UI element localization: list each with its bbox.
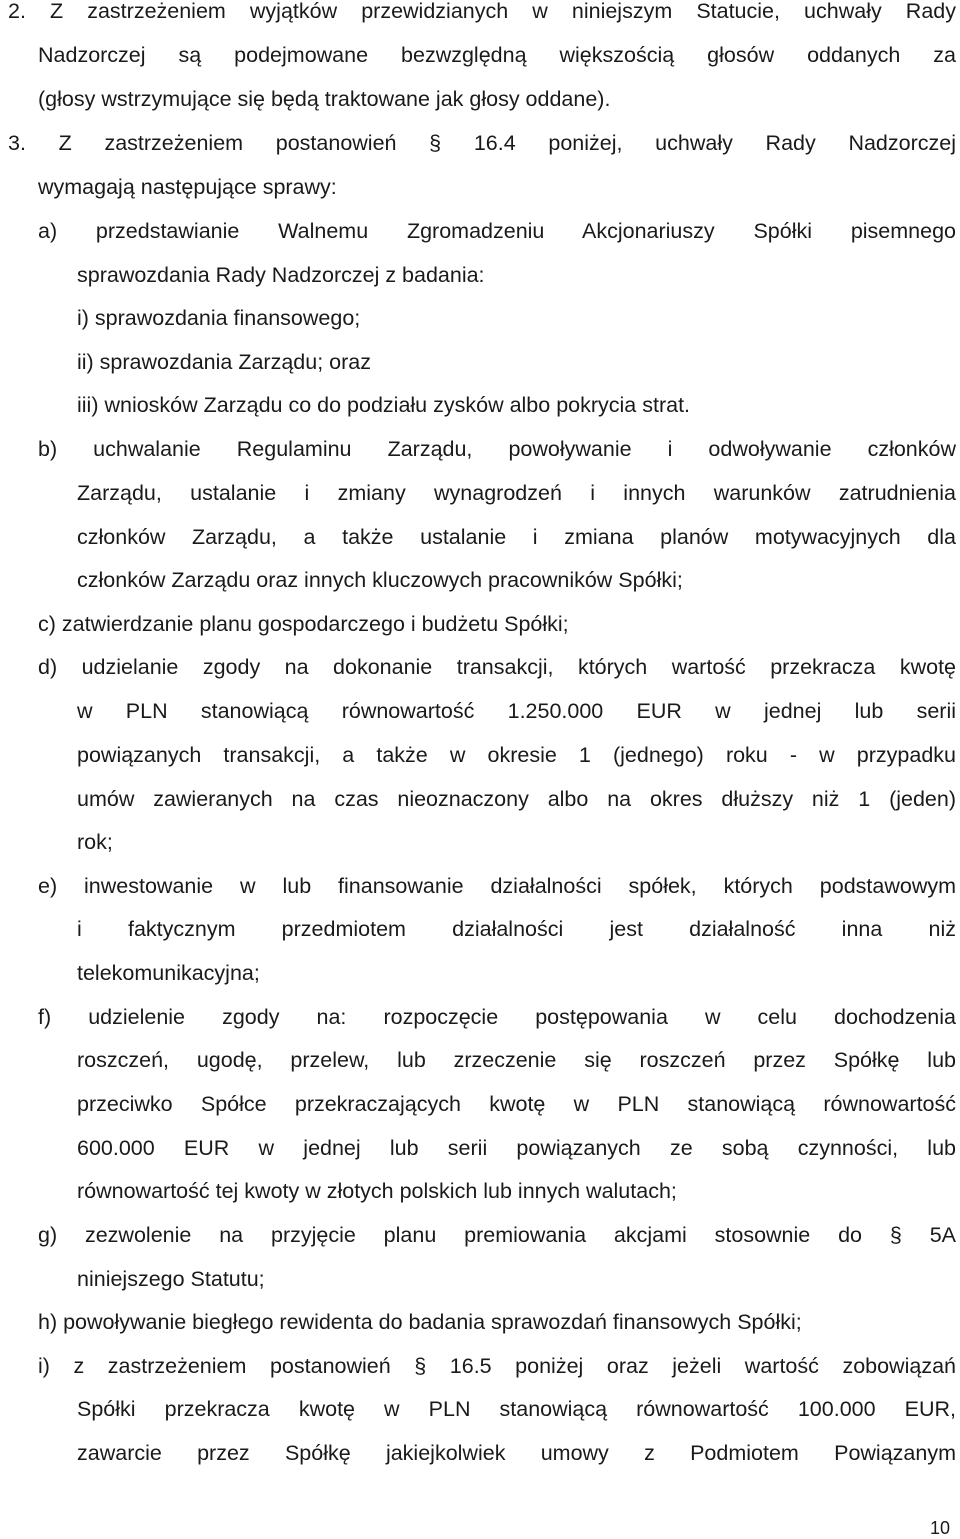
text-line: członków Zarządu, a także ustalanie i zmiana planów motywacyjnych dla [77,525,956,549]
text-line: zawarcie przez Spółkę jakiejkolwiek umowy z Podmiotem Powiązanym [77,1441,956,1465]
page-number: 10 [930,1518,951,1538]
text-line: roszczeń, ugodę, przelew, lub zrzeczenie się roszczeń przez Spółkę lub [77,1048,956,1072]
text-line: wymagają następujące sprawy: [38,175,337,199]
list-item: i) sprawozdania finansowego; [77,306,361,330]
text-line: równowartość tej kwoty w złotych polskich lub innych walutach; [77,1179,677,1203]
text-line: niniejszego Statutu; [77,1267,265,1291]
text-line: a) przedstawianie Walnemu Zgromadzeniu Akcjonariuszy Spółki pisemnego [38,219,956,243]
text-line: umów zawieranych na czas nieoznaczony albo na okres dłuższy niż 1 (jeden) [77,787,956,811]
text-line: 3. Z zastrzeżeniem postanowień § 16.4 poniżej, uchwały Rady Nadzorczej [8,131,956,155]
text-line: e) inwestowanie w lub finansowanie działalności spółek, których podstawowym [38,874,956,898]
text-line: c) zatwierdzanie planu gospodarczego i budżetu Spółki; [38,612,569,636]
text-line: sprawozdania Rady Nadzorczej z badania: [77,263,485,287]
text-line: (głosy wstrzymujące się będą traktowane jak głosy oddane). [38,87,611,111]
text-line: Zarządu, ustalanie i zmiany wynagrodzeń i innych warunków zatrudnienia [77,481,956,505]
text-line: f) udzielenie zgody na: rozpoczęcie postępowania w celu dochodzenia [38,1005,956,1029]
text-line: d) udzielanie zgody na dokonanie transakcji, których wartość przekracza kwotę [38,655,956,679]
text-line: członków Zarządu oraz innych kluczowych pracowników Spółki; [77,568,683,592]
text-line: h) powoływanie biegłego rewidenta do badania sprawozdań finansowych Spółki; [38,1310,802,1334]
text-line: 2. Z zastrzeżeniem wyjątków przewidzianych w niniejszym Statucie, uchwały Rady [8,0,956,23]
text-line: powiązanych transakcji, a także w okresie 1 (jednego) roku - w przypadku [77,743,956,767]
text-line: przeciwko Spółce przekraczających kwotę w PLN stanowiącą równowartość [77,1092,956,1116]
text-line: telekomunikacyjna; [77,961,260,985]
list-item: iii) wniosków Zarządu co do podziału zysków albo pokrycia strat. [77,393,691,417]
text-line: i faktycznym przedmiotem działalności jest działalność inna niż [77,917,956,941]
text-line: w PLN stanowiącą równowartość 1.250.000 EUR w jednej lub serii [77,699,956,723]
text-line: Nadzorczej są podejmowane bezwzględną większością głosów oddanych za [38,43,956,67]
text-line: rok; [77,830,113,854]
text-line: 600.000 EUR w jednej lub serii powiązanych ze sobą czynności, lub [77,1136,956,1160]
text-line: g) zezwolenie na przyjęcie planu premiowania akcjami stosownie do § 5A [38,1223,956,1247]
text-line: Spółki przekracza kwotę w PLN stanowiącą równowartość 100.000 EUR, [77,1397,956,1421]
text-line: i) z zastrzeżeniem postanowień § 16.5 poniżej oraz jeżeli wartość zobowiązań [38,1354,956,1378]
text-line: b) uchwalanie Regulaminu Zarządu, powoływanie i odwoływanie członków [38,437,956,461]
list-item: ii) sprawozdania Zarządu; oraz [77,350,371,374]
